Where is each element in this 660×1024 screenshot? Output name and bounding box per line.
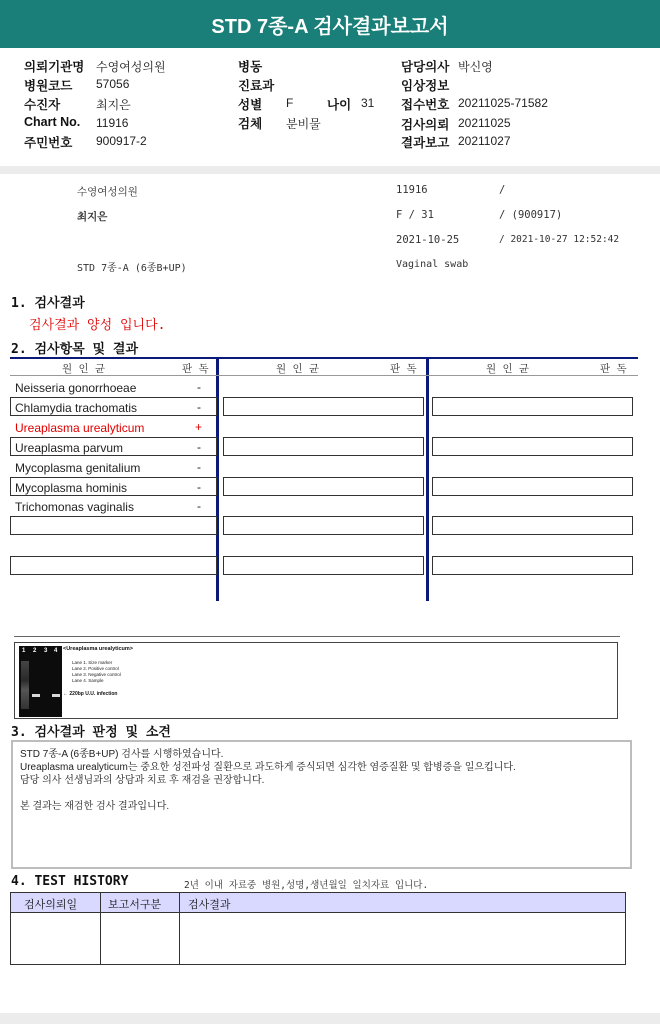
history-col-report-type: 보고서구분	[108, 898, 162, 911]
organism-result-positive: +	[195, 420, 203, 434]
request-date-label: 검사의뢰	[401, 118, 450, 132]
opinion-box	[11, 740, 632, 869]
id-no-label: 주민번호	[24, 136, 73, 150]
gel-legend-item: Lane 4. Sample	[72, 678, 104, 683]
gel-image-frame	[14, 642, 618, 719]
specimen-value: 분비물	[286, 117, 321, 131]
hospital-code-value: 57056	[96, 77, 130, 91]
organism-result: -	[197, 499, 201, 513]
ward-label: 병동	[238, 60, 263, 74]
empty-row-box	[432, 556, 633, 575]
history-col-result: 검사결과	[188, 898, 231, 911]
gel-band-label: ← 220bp U.U. infection	[63, 691, 118, 697]
history-table-header	[11, 893, 625, 913]
gel-legend-item: Lane 1. Size marker	[72, 660, 113, 665]
table-divider-2	[426, 357, 429, 601]
empty-row-box	[10, 516, 217, 535]
summary-test-name: STD 7종-A (6종B+UP)	[77, 263, 187, 274]
col-organism-3: 원 인 균	[486, 363, 530, 375]
organism-name: Ureaplasma parvum	[15, 441, 124, 455]
empty-row-box	[432, 397, 633, 416]
col-result-1: 판 독	[182, 363, 209, 375]
opinion-line: Ureaplasma urealyticum는 중요한 성전파성 질환으로 과도하게 증식되면 심각한 염증질환 및 합병증을 일으킵니다.	[20, 762, 516, 773]
summary-sex-age: F / 31	[396, 209, 434, 221]
report-title-bar	[0, 0, 660, 48]
summary-chart: 11916	[396, 184, 428, 196]
report-header	[0, 48, 660, 167]
history-col-divider	[100, 893, 101, 964]
organism-result: -	[197, 440, 201, 454]
col-result-2: 판 독	[390, 363, 417, 375]
section-2-title: 2. 검사항목 및 결과	[11, 342, 139, 357]
sex-value: F	[286, 96, 294, 110]
empty-row-box	[10, 556, 217, 575]
report-date-value: 20211027	[458, 134, 511, 148]
hospital-code-label: 병원코드	[24, 79, 73, 93]
section-1-title: 1. 검사결과	[11, 296, 85, 311]
table-top-rule	[10, 357, 638, 359]
report-date-label: 결과보고	[401, 136, 450, 150]
report-title: STD 7종-A 검사결과보고서	[211, 15, 449, 38]
history-table	[10, 892, 626, 965]
history-col-request-date: 검사의뢰일	[24, 898, 78, 911]
institution-value: 수영여성의원	[96, 60, 166, 74]
gel-electrophoresis-image	[19, 646, 62, 717]
empty-row-box	[223, 397, 424, 416]
summary-specimen: Vaginal swab	[396, 259, 469, 270]
empty-row-box	[432, 437, 633, 456]
summary-id: / (900917)	[499, 209, 563, 221]
col-result-3: 판 독	[600, 363, 627, 375]
gel-title: <Ureaplasma urealyticum>	[63, 646, 134, 652]
overall-result: 검사결과 양성 입니다.	[29, 318, 166, 333]
section-gap	[0, 166, 660, 174]
gel-lane-label: 1	[22, 648, 26, 654]
empty-row-box	[223, 556, 424, 575]
gel-lane-label: 2	[33, 648, 37, 654]
id-no-value: 900917-2	[96, 134, 147, 148]
section-4-title: 4. TEST HISTORY	[11, 874, 129, 889]
empty-row-box	[432, 516, 633, 535]
empty-row-box	[223, 477, 424, 496]
history-col-divider	[179, 893, 180, 964]
organism-name: Trichomonas vaginalis	[15, 500, 134, 514]
gel-legend-item: Lane 2. Positive control	[72, 666, 119, 671]
empty-row-box	[223, 437, 424, 456]
page-footer-gap	[0, 1013, 660, 1024]
chart-no-value: 11916	[96, 116, 129, 130]
organism-result: -	[197, 400, 201, 414]
col-organism-2: 원 인 균	[276, 363, 320, 375]
summary-report-datetime: / 2021-10-27 12:52:42	[499, 234, 620, 245]
gel-band	[32, 694, 40, 697]
gel-band	[52, 694, 60, 697]
summary-slash: /	[499, 184, 506, 196]
patient-value: 최지은	[96, 98, 131, 112]
organism-name: Mycoplasma hominis	[15, 481, 128, 495]
opinion-line: 담당 의사 선생님과의 상담과 치료 후 재검을 권장합니다.	[20, 775, 265, 786]
organism-name: Neisseria gonorrhoeae	[15, 381, 137, 395]
summary-institution: 수영여성의원	[77, 186, 138, 198]
empty-row-box	[223, 516, 424, 535]
summary-patient: 최지은	[77, 211, 108, 223]
age-label: 나이	[327, 98, 352, 112]
history-note: 2년 이내 자료중 병원,성명,생년월일 일치자료 입니다.	[184, 880, 429, 891]
organism-result: -	[197, 480, 201, 494]
section-3-title: 3. 검사결과 판정 및 소견	[11, 725, 171, 740]
clinical-info-label: 임상정보	[401, 79, 450, 93]
organism-result: -	[197, 380, 201, 394]
institution-label: 의뢰기관명	[24, 60, 85, 74]
doctor-value: 박신영	[458, 60, 493, 74]
doctor-label: 담당의사	[401, 60, 450, 74]
request-date-value: 20211025	[458, 116, 511, 130]
organism-result: -	[197, 460, 201, 474]
chart-no-label: Chart No.	[24, 115, 81, 129]
organism-name: Mycoplasma genitalium	[15, 461, 141, 475]
gel-legend-item: Lane 3. Negative control	[72, 672, 121, 677]
summary-request-date: 2021-10-25	[396, 234, 460, 246]
receipt-no-label: 접수번호	[401, 98, 450, 112]
organism-name-positive: Ureaplasma urealyticum	[15, 421, 145, 435]
gel-lane-label: 4	[54, 648, 58, 654]
organism-name: Chlamydia trachomatis	[15, 401, 138, 415]
specimen-label: 검체	[238, 117, 263, 131]
patient-label: 수진자	[24, 98, 61, 112]
opinion-line: STD 7종-A (6종B+UP) 검사를 시행하였습니다.	[20, 749, 224, 760]
col-organism-1: 원 인 균	[62, 363, 106, 375]
dept-label: 진료과	[238, 79, 275, 93]
age-value: 31	[361, 96, 375, 110]
sex-label: 성별	[238, 98, 263, 112]
receipt-no-value: 20211025-71582	[458, 96, 548, 110]
opinion-line: 본 결과는 재검한 검사 결과입니다.	[20, 801, 170, 812]
gel-lane-label: 3	[44, 648, 48, 654]
gel-marker-lane	[21, 661, 29, 709]
empty-row-box	[432, 477, 633, 496]
gel-top-rule	[14, 636, 620, 637]
